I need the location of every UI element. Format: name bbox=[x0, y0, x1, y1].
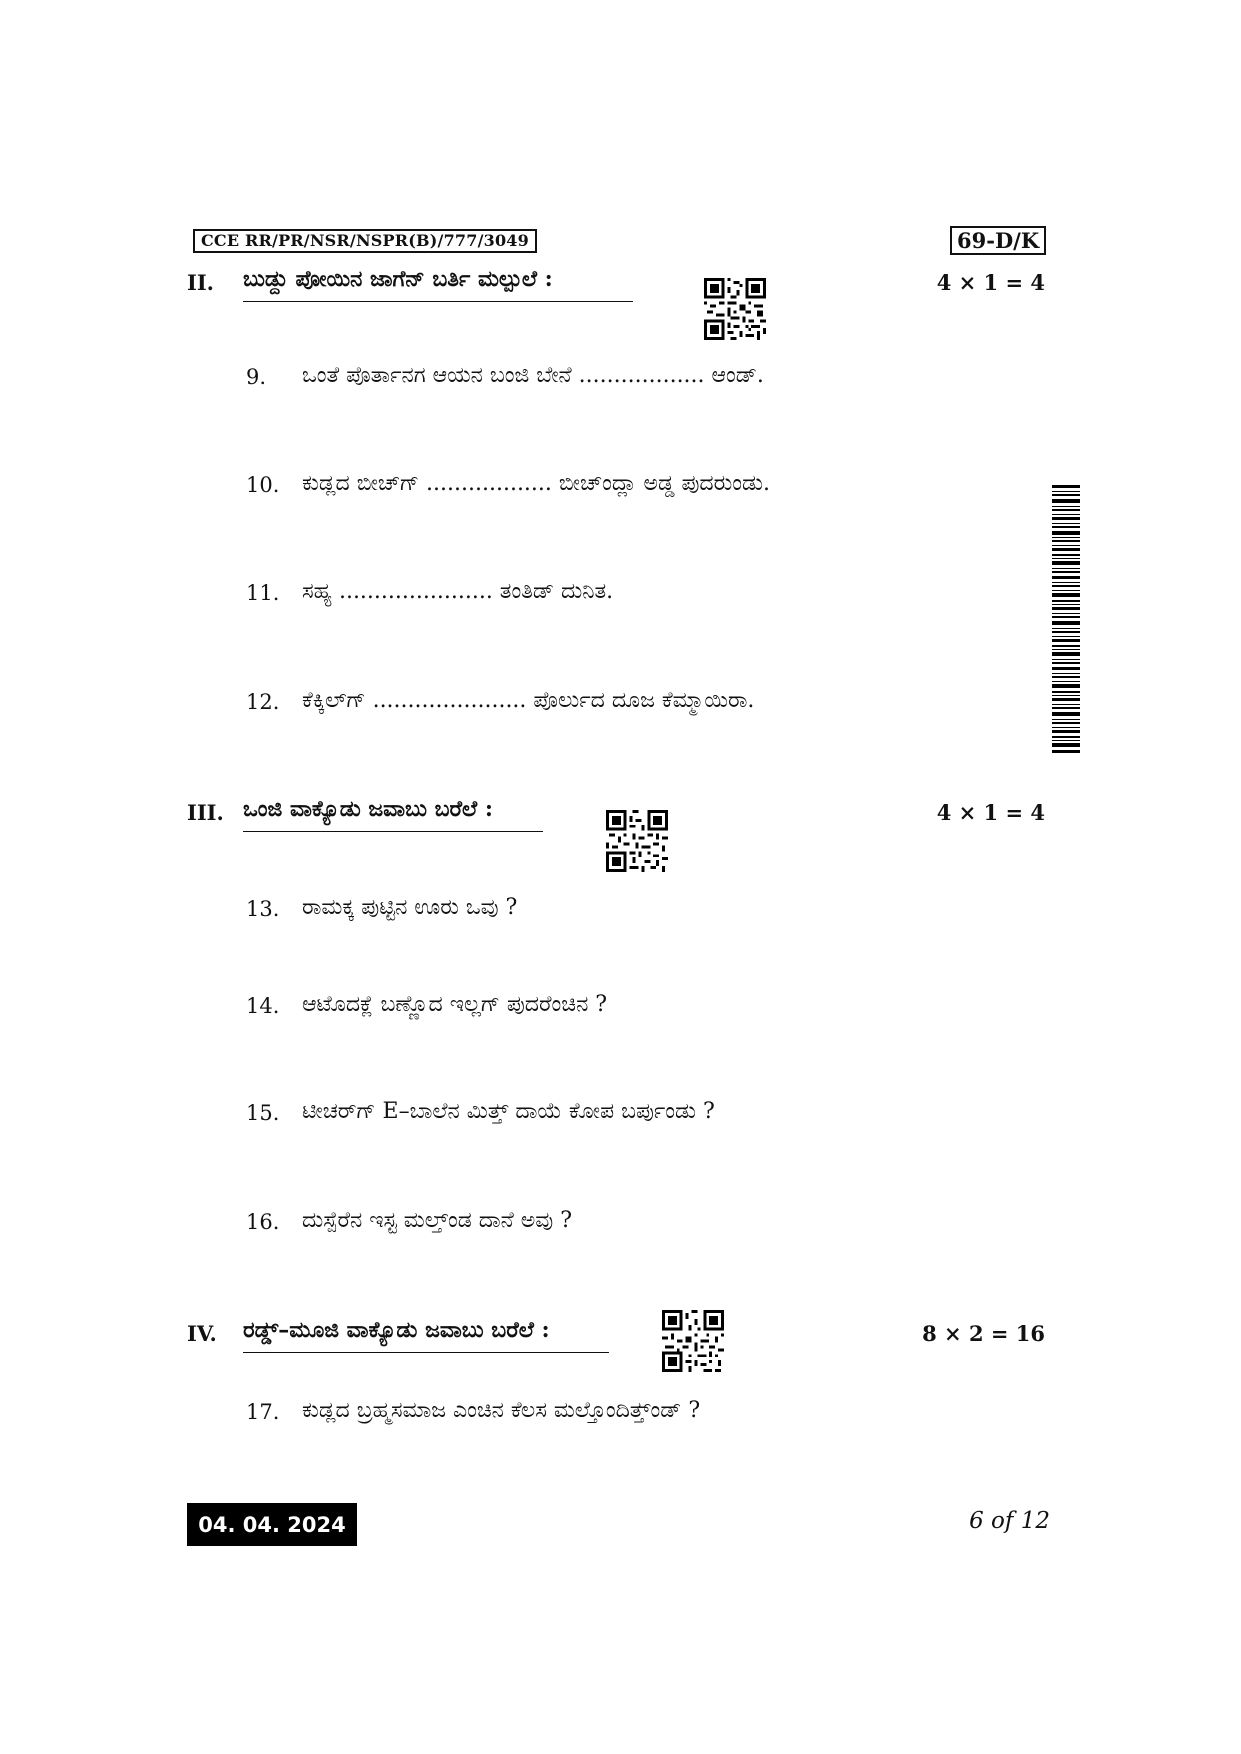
question-text: ಕುಡ್ಲದ ಬ್ರಹ್ಮಸಮಾಜ ಎಂಚಿನ ಕೆಲಸ ಮಲ್ತೊಂದಿತ್ತ್ಂಡ್ ? bbox=[302, 1398, 701, 1423]
section-title: ರಡ್ಡ್–ಮೂಜಿ ವಾಕ್ಯೊಡು ಜವಾಬು ಬರೆಲೆ : bbox=[243, 1317, 609, 1353]
section-title: ಒಂಜಿ ವಾಕ್ಯೊಡು ಜವಾಬು ಬರೆಲೆ : bbox=[243, 796, 543, 832]
section-number: II. bbox=[187, 270, 214, 295]
question-number: 11. bbox=[246, 581, 280, 605]
qr-code-icon bbox=[662, 1310, 724, 1372]
exam-date-badge: 04. 04. 2024 bbox=[187, 1503, 357, 1546]
section-number: IV. bbox=[187, 1321, 217, 1346]
question-text: ಒಂತೆ ಪೊರ್ತಾನಗ ಆಯನ ಬಂಜಿ ಬೇನೆ .................. ಆಂಡ್. bbox=[302, 363, 764, 388]
section-marks: 4 × 1 = 4 bbox=[936, 800, 1045, 825]
exam-code-box: CCE RR/PR/NSR/NSPR(B)/777/3049 bbox=[193, 229, 537, 253]
barcode-icon bbox=[1052, 485, 1080, 753]
question-number: 12. bbox=[246, 690, 280, 714]
section-title: ಬುಡ್ದು ಪೋಯಿನ ಜಾಗೆನ್ ಬರ್ತಿ ಮಲ್ಪುಲೆ : bbox=[243, 266, 633, 302]
question-number: 15. bbox=[246, 1101, 280, 1125]
section-number: III. bbox=[187, 800, 224, 825]
question-number: 9. bbox=[246, 365, 267, 389]
qr-code-icon bbox=[704, 278, 766, 340]
question-text: ಕುಡ್ಲದ ಬೀಚ್‌ಗ್ .................. ಬೀಚ್‌ಂದ್ಲಾ ಅಡ್ಡ ಪುದರುಂಡು. bbox=[302, 471, 771, 496]
question-number: 10. bbox=[246, 473, 280, 497]
qr-code-icon bbox=[606, 810, 668, 872]
paper-code-box: 69-D/K bbox=[950, 226, 1046, 255]
section-marks: 4 × 1 = 4 bbox=[936, 270, 1045, 295]
question-text: ದುಸ್ಪೆರೆನ ಇಸ್ಟ ಮಲ್ತ್ಂಡ ದಾನೆ ಅವು ? bbox=[302, 1208, 572, 1233]
question-text: ಟೀಚರ್‌ಗ್ E–ಬಾಲೆನ ಮಿತ್ತ್ ದಾಯೆ ಕೋಪ ಬರ್ಪುಂಡು ? bbox=[302, 1099, 715, 1124]
question-text: ಆಟೊದಕ್ಲೆ ಬಣ್ಣೊದ ಇಲ್ಲಗ್ ಪುದರೆಂಚಿನ ? bbox=[302, 992, 608, 1017]
question-text: ಕೆಕ್ಕಿಲ್‌ಗ್ ...................... ಪೊರ್ಲುದ ದೂಜ ಕೆಮ್ಮಾಯಿರಾ. bbox=[302, 688, 755, 713]
question-number: 16. bbox=[246, 1210, 280, 1234]
question-number: 17. bbox=[246, 1400, 280, 1424]
question-number: 13. bbox=[246, 897, 280, 921]
question-text: ರಾಮಕ್ಕ ಪುಟ್ಟಿನ ಊರು ಒವು ? bbox=[302, 895, 518, 920]
section-marks: 8 × 2 = 16 bbox=[922, 1321, 1045, 1346]
question-number: 14. bbox=[246, 994, 280, 1018]
page-number: 6 of 12 bbox=[969, 1508, 1050, 1534]
question-text: ಸಹ್ಯ ...................... ತಂತಿಡ್ ದುನಿತ. bbox=[302, 579, 614, 604]
